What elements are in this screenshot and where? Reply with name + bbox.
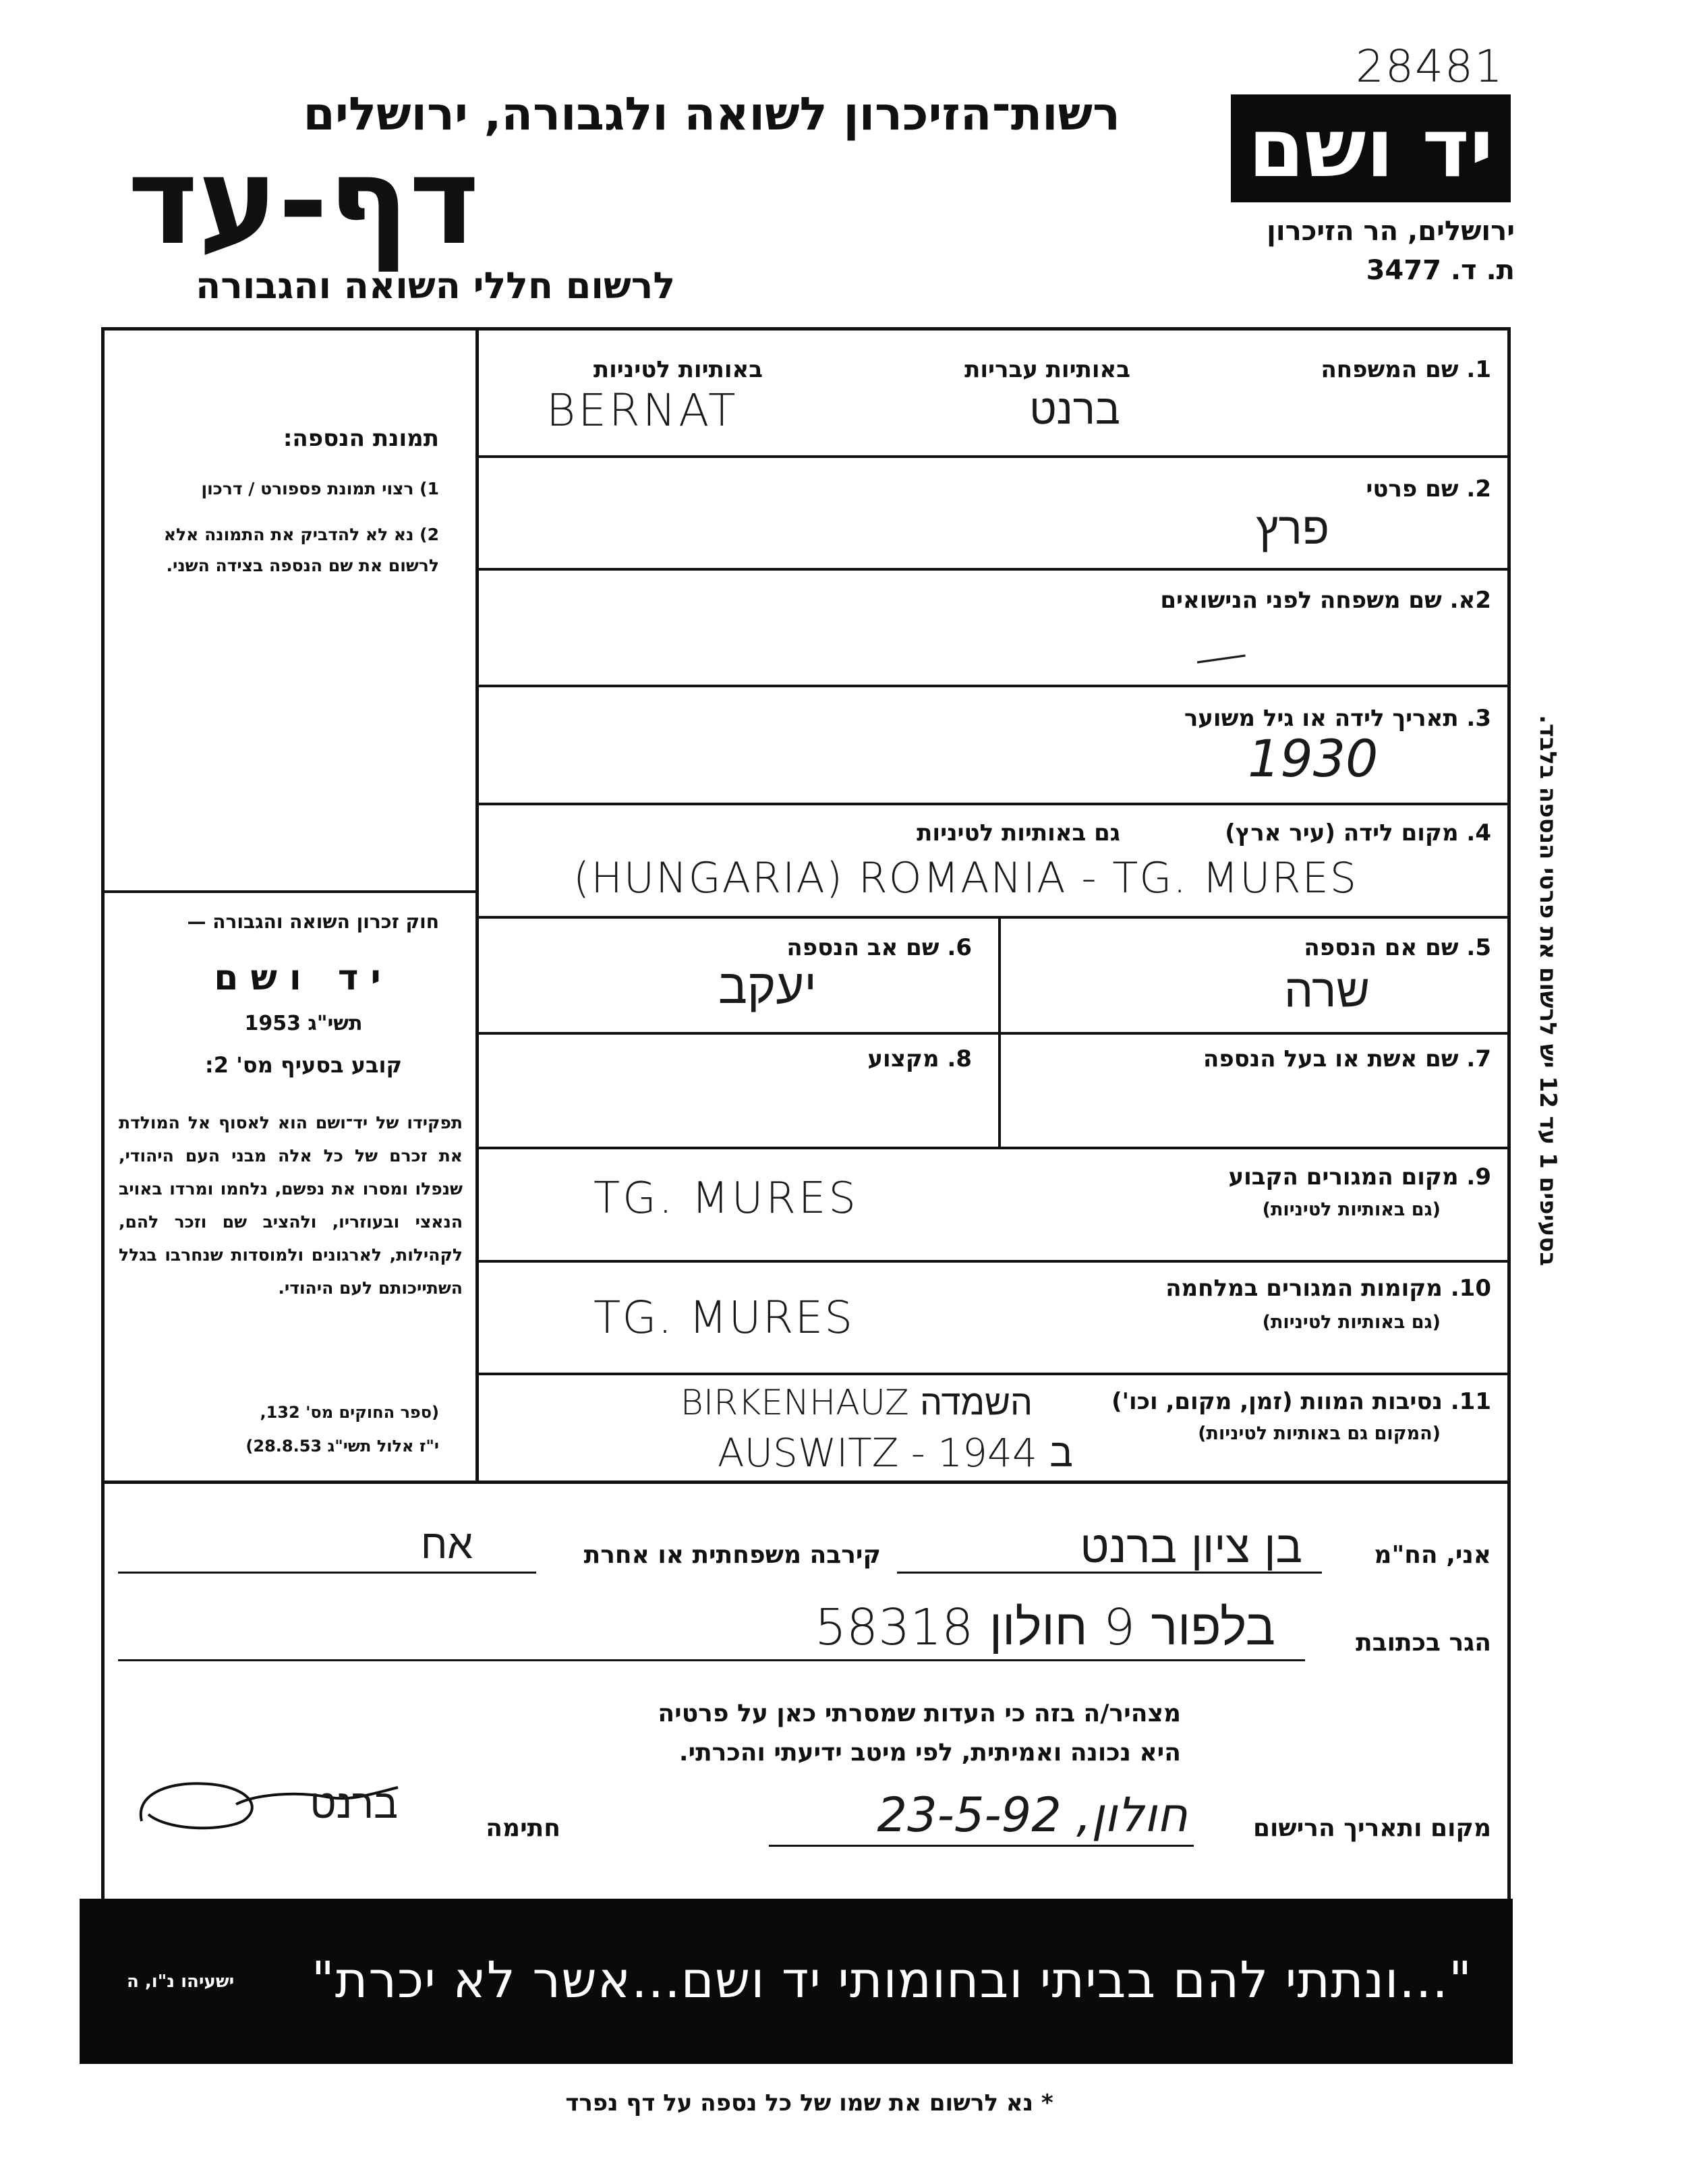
field-10-value[interactable]: TG. MURES (594, 1292, 855, 1344)
field-2a-label (1160, 587, 1491, 614)
side-note: בסעיפים 1 עד 12 יש לרשום את פרטי הנספה בלבד. (1534, 715, 1561, 1267)
row-sep-1 (479, 455, 1511, 458)
law-year: תשי"ג 1953 (244, 1012, 363, 1035)
row-sep-9 (479, 1373, 1511, 1375)
photo-law-divider (101, 890, 479, 893)
banner-quote: "...ונתתי להם בביתי ובחומותי יד ושם...אשר לא יכרת" (311, 1951, 1472, 2009)
field-9-num: 9. (1466, 1163, 1491, 1190)
field-2a-num: 2א. (1449, 587, 1491, 614)
address-line1: ירושלים, הר הזיכרון (1267, 216, 1515, 247)
banner-source: ישעיהו נ"ו, ה (127, 1972, 235, 1992)
field-6-text: שם אב הנספה (786, 934, 939, 961)
field-2a-value[interactable]: — (1189, 620, 1252, 691)
row-sep-2 (479, 568, 1511, 571)
fields-bottom-rule (101, 1481, 1511, 1484)
row-sep-3 (479, 685, 1511, 687)
field-10-num: 10. (1450, 1275, 1491, 1302)
yad-vashem-logo (1231, 94, 1511, 202)
field-1-latin-header: באותיות לטיניות (593, 356, 763, 383)
field-4-text: מקום לידה (עיר ארץ) (1225, 820, 1459, 846)
field-7-label (1203, 1045, 1491, 1072)
field-9-text: מקום המגורים הקבוע (1228, 1163, 1459, 1190)
field-4-latin-header: גם באותיות לטיניות (917, 820, 1120, 846)
row-sep-4 (479, 803, 1511, 805)
field-6-value[interactable]: יעקב (718, 958, 817, 1014)
photo-note-2: 2) נא לא להדביק את התמונה אלא לרשום את שם הנספה בצידה השני. (163, 525, 439, 575)
quote-banner (80, 1899, 1513, 2064)
field-1-text: שם המשפחה (1321, 356, 1459, 383)
place-date-label: מקום ותאריך הרישום (1252, 1814, 1491, 1842)
photo-note-1: 1) רצוי תמונת פספורט / דרכון (201, 479, 439, 498)
archive-number: 28481 (1356, 40, 1504, 92)
field-11-value-1[interactable]: BIRKENHAUZ השמדה (680, 1383, 1033, 1423)
field-4-label (1225, 820, 1491, 846)
relation-label: קירבה משפחתית או אחרת (583, 1541, 881, 1569)
address-label: הגר בכתובת (1356, 1629, 1491, 1657)
photo-title: תמונת הנספה: (283, 425, 439, 452)
field-4-value[interactable]: (HUNGARIA) ROMANIA - TG. MURES (573, 853, 1358, 902)
field-9-sub: (גם באותיות לטיניות) (1262, 1199, 1441, 1220)
address-value[interactable]: בלפור 9 חולון 58318 (814, 1599, 1275, 1657)
field-3-label (1184, 705, 1491, 732)
field-1-latin-value[interactable]: BERNAT (546, 384, 739, 436)
place-date-value[interactable]: חולון, 23-5-92 (877, 1787, 1188, 1843)
field-2-num: 2. (1466, 476, 1491, 502)
address-underline (118, 1659, 1305, 1661)
address-line2: ת. ד. 3477 (1366, 255, 1515, 286)
field-5-text: שם אם הנספה (1304, 934, 1459, 961)
field-2a-text: שם משפחה לפני הנישואים (1160, 587, 1442, 614)
field-10-label (1165, 1275, 1491, 1302)
law-ref-1: (ספר החוקים מס' 132, (260, 1403, 439, 1422)
footer-note: * נא לרשום את שמו של כל נספה על דף נפרד (565, 2090, 1053, 2117)
field-10-text: מקומות המגורים במלחמה (1165, 1275, 1443, 1302)
field-11-text: נסיבות המוות (זמן, מקום, וכו') (1111, 1388, 1443, 1415)
field-11-label (1111, 1388, 1491, 1415)
field-2-text: שם פרטי (1366, 476, 1459, 502)
field-6-label (786, 934, 972, 961)
signature-text: ברנט (310, 1781, 398, 1828)
field-1-hebrew-header: באותיות עבריות (964, 356, 1130, 383)
form-title: דף-עד (127, 132, 480, 271)
field-8-num: 8. (947, 1045, 972, 1072)
field-8-label (867, 1045, 972, 1072)
field-3-text: תאריך לידה או גיל משוער (1184, 705, 1459, 732)
field-1-hebrew-value[interactable]: ברנט (1029, 384, 1120, 434)
field-6-num: 6. (947, 934, 972, 961)
field-2-value[interactable]: פרץ (1256, 502, 1329, 554)
statement-line-1: מצהיר/ה בזה כי העדות שמסרתי כאן על פרטיה (658, 1700, 1181, 1727)
logo-text: יד ושם (1248, 101, 1494, 196)
row-sep-8 (479, 1260, 1511, 1263)
law-body: תפקידו של יד־ושם הוא לאסוף אל המולדת את זכרם של כל אלה מבני העם היהודי, שנפלו ומסרו את נפשם, נלחמו ומרדו באויב הנאצי ובעוזריו, ולהציב שם וזכר להם, לקהילות, לארגונים ולמוסדות שנחרבו בגלל השתייכותם לעם היהודי. (119, 1113, 463, 1298)
field-9-label (1228, 1163, 1491, 1190)
law-clause: קובע בסעיף מס' 2: (204, 1052, 403, 1078)
field-5-value[interactable]: שרה (1283, 965, 1370, 1018)
rows-5-8-mid-divider (998, 916, 1001, 1147)
field-11-value-2[interactable]: AUSWITZ - 1944 ב (717, 1430, 1073, 1476)
field-7-text: שם אשת או בעל הנספה (1203, 1045, 1459, 1072)
field-5-num: 5. (1466, 934, 1491, 961)
row-sep-6 (479, 1032, 1511, 1035)
field-9-value[interactable]: TG. MURES (594, 1174, 859, 1224)
field-3-value[interactable]: 1930 (1248, 728, 1379, 788)
field-7-num: 7. (1466, 1045, 1491, 1072)
field-1-num: 1. (1466, 356, 1491, 383)
institution-name: רשות־הזיכרון לשואה ולגבורה, ירושלים (303, 88, 1120, 141)
relation-underline (118, 1572, 536, 1574)
field-11-num: 11. (1450, 1388, 1491, 1415)
signature-label: חתימה (486, 1814, 560, 1842)
field-2-label (1366, 476, 1491, 502)
field-4-num: 4. (1466, 820, 1491, 846)
field-3-num: 3. (1466, 705, 1491, 732)
row-sep-5 (479, 916, 1511, 919)
field-10-sub: (גם באותיות לטיניות) (1262, 1312, 1441, 1333)
field-8-text: מקצוע (867, 1045, 939, 1072)
field-11-sub: (המקום גם באותיות לטיניות) (1198, 1423, 1441, 1444)
law-yad-vashem: יד ושם (214, 958, 393, 998)
declarant-value[interactable]: בן ציון ברנט (1080, 1521, 1302, 1573)
declarant-label: אני, הח"מ (1374, 1541, 1491, 1569)
relation-value[interactable]: אח (420, 1521, 473, 1568)
statement-line-2: היא נכונה ואמיתית, לפי מיטב ידיעתי והכרתי. (678, 1739, 1181, 1766)
law-heading: חוק זכרון השואה והגבורה — (187, 911, 439, 933)
row-sep-7 (479, 1147, 1511, 1149)
place-date-underline (769, 1845, 1194, 1847)
form-subtitle: לרשום חללי השואה והגבורה (196, 264, 675, 307)
signature[interactable] (128, 1767, 411, 1841)
field-1-label (1321, 356, 1491, 383)
law-ref-2: י"ז אלול תשי"ג 28.8.53) (245, 1437, 439, 1456)
field-5-label (1304, 934, 1491, 961)
left-column-divider (475, 327, 479, 1481)
